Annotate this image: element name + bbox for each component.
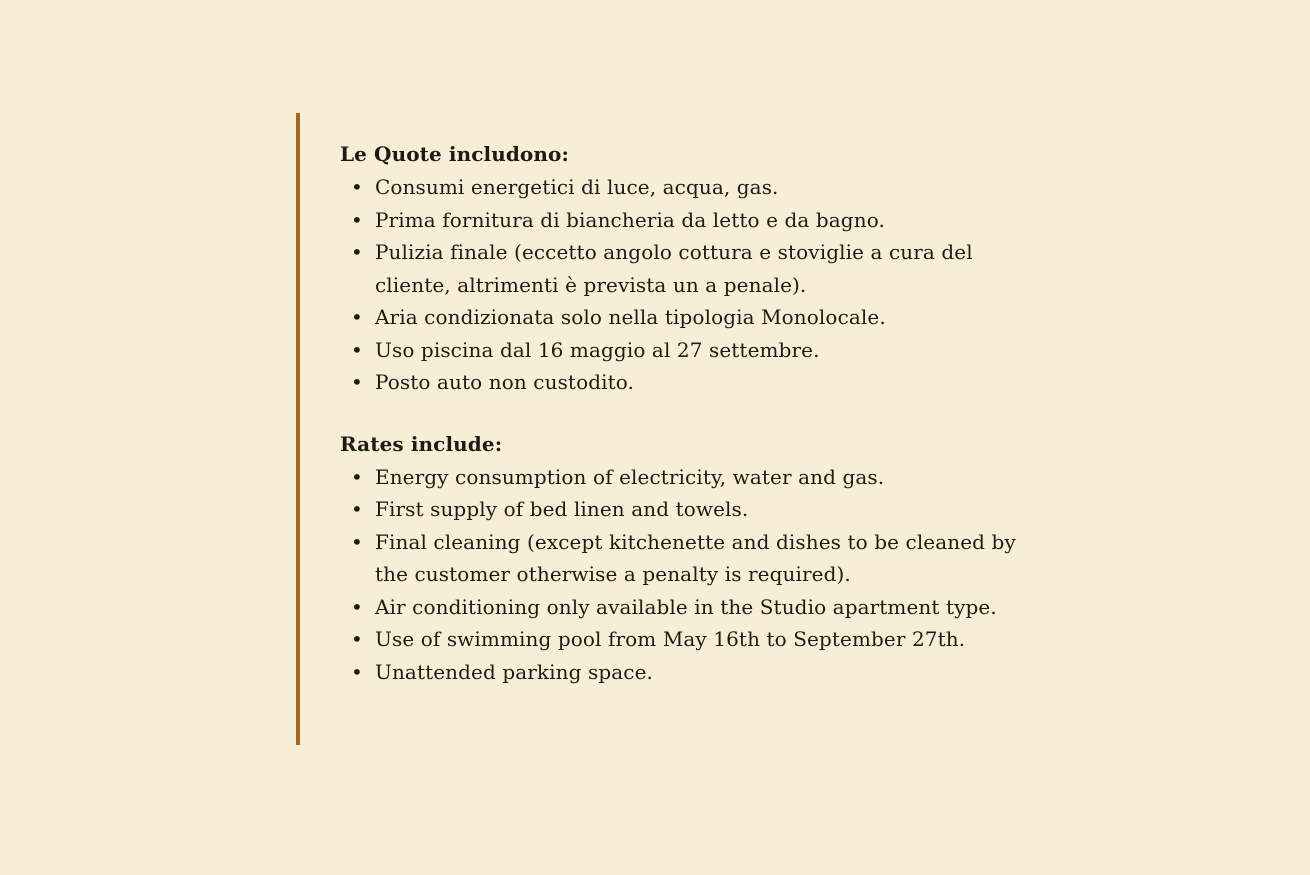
list-item: [340, 171, 1040, 204]
bullet-icon: •: [351, 207, 363, 232]
bullet-icon: •: [351, 497, 363, 521]
section-heading-italian: Le Quote includono:: [340, 142, 569, 166]
bullet-icon: •: [351, 529, 363, 554]
rates-content: [340, 139, 1040, 688]
list-item: [340, 591, 1015, 624]
section-heading-english: Rates include:: [340, 431, 503, 456]
list-item-text: Air conditioning only available in the Studio apartment type.: [375, 594, 997, 619]
list-item-text: Aria condizionata solo nella tipologia Monolocale.: [375, 305, 886, 329]
list-item: [340, 656, 1040, 689]
italian-includes-list: [340, 171, 1040, 399]
bullet-icon: •: [351, 370, 363, 394]
section-spacer: [340, 399, 1040, 429]
list-item-text: Final cleaning (except kitchenette and dishes to be cleaned by the customer otherwise a penalty is required).: [375, 529, 1016, 586]
bullet-icon: •: [351, 464, 363, 489]
list-item: [340, 526, 1040, 591]
list-item: [340, 204, 1040, 237]
list-item: [340, 366, 1040, 399]
list-item-text: Energy consumption of electricity, water and gas.: [375, 464, 885, 489]
list-item-text: First supply of bed linen and towels.: [375, 497, 749, 521]
list-item: [340, 301, 1040, 334]
bullet-icon: •: [351, 627, 363, 651]
bullet-icon: •: [351, 240, 363, 264]
list-item-text: Consumi energetici di luce, acqua, gas.: [375, 175, 779, 199]
bullet-icon: •: [351, 659, 363, 684]
bullet-icon: •: [351, 305, 363, 329]
bullet-icon: •: [351, 175, 363, 199]
list-item-text: Pulizia finale (eccetto angolo cottura e stoviglie a cura del cliente, altrimenti è prevista un a penale).: [375, 240, 973, 297]
list-item: [340, 236, 1025, 301]
list-item-text: Use of swimming pool from May 16th to September 27th.: [375, 627, 966, 651]
list-item: [340, 623, 1040, 656]
list-item: [340, 334, 1040, 367]
list-item-text: Posto auto non custodito.: [375, 370, 634, 394]
rates-panel: [296, 113, 1056, 745]
english-includes-list: [340, 461, 1040, 689]
bullet-icon: •: [351, 337, 363, 362]
list-item-text: Prima fornitura di biancheria da letto e da bagno.: [375, 207, 885, 232]
list-item-text: Unattended parking space.: [375, 659, 653, 684]
bullet-icon: •: [351, 594, 363, 619]
list-item: [340, 493, 1040, 526]
list-item: [340, 461, 1040, 494]
list-item-text: Uso piscina dal 16 maggio al 27 settembre.: [375, 337, 820, 362]
accent-bar: [296, 113, 300, 745]
